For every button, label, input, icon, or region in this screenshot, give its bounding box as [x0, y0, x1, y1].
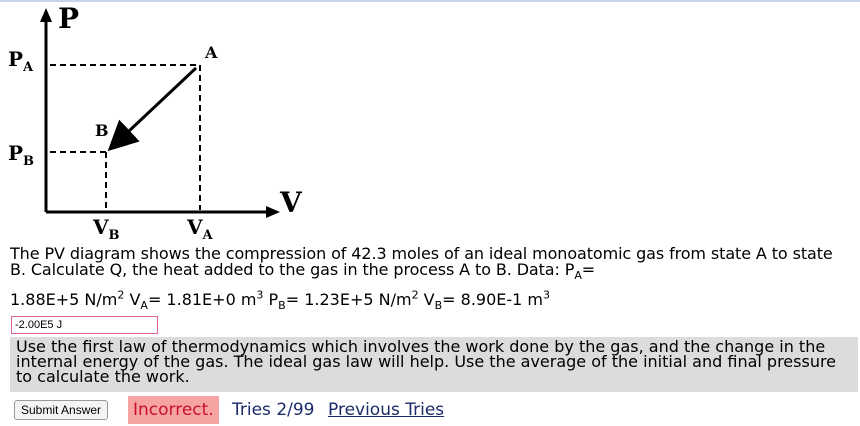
p-axis-label: P [58, 2, 80, 35]
pa-label: $P_A$ [8, 47, 34, 75]
status-badge: Incorrect. [128, 396, 219, 424]
va-label: $V_A$ [187, 215, 213, 243]
submit-answer-button[interactable]: Submit Answer [14, 400, 108, 420]
vb-label: $V_B$ [93, 215, 120, 243]
v-axis-label: V [280, 186, 302, 219]
v-axis-arrow [266, 206, 280, 218]
answer-input[interactable] [11, 316, 158, 334]
process-arrow [112, 68, 196, 147]
question-text: The PV diagram shows the compression of 42.3 moles of an ideal monoatomic gas from state A to state B. Calculate Q, the heat added to the gas in the process A to B. Data: $P_A=$ [10, 244, 833, 283]
given-data: 1.88E+5 $N/m^2$ $V_A= 1.81E+0$ $m^3$ $P_B= 1.23E+5$ $N/m^2$ $V_B= 8.90E-1$ $m^3$ [10, 288, 551, 313]
hint-box: Use the first law of thermodynamics which involves the work done by the gas, and the change in the internal energy of the gas. The ideal gas law will help. Use the average of the initial and final pressure to calculate the work. [10, 337, 858, 392]
point-b-label: B [95, 121, 109, 140]
previous-tries-link[interactable]: Previous Tries [328, 400, 445, 420]
axes [40, 8, 280, 218]
p-axis-arrow [40, 8, 52, 22]
tries-count: Tries 2/99 [232, 400, 315, 420]
pb-label: $P_B$ [8, 141, 35, 169]
point-a-label: A [205, 43, 218, 62]
